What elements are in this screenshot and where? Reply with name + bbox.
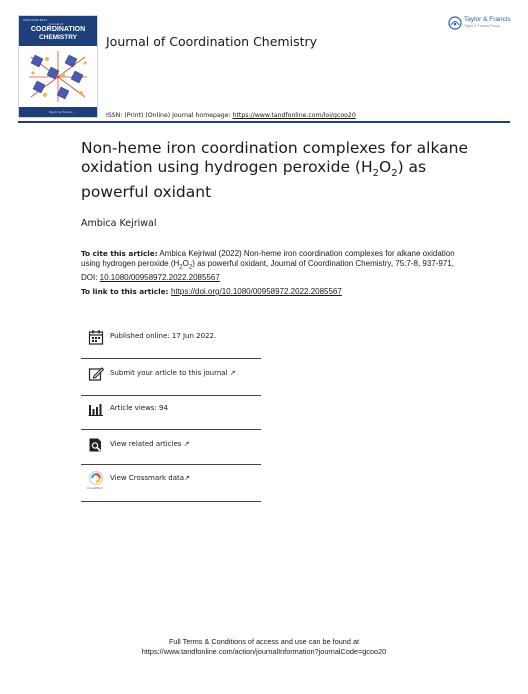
article-views-row [81, 401, 261, 421]
footer [0, 637, 528, 657]
cover-footer-band [19, 107, 97, 117]
submit-article-label: Submit your article to this journal ↗ [110, 369, 236, 377]
article-title [81, 139, 481, 202]
cover-title-line1: COORDINATION [30, 26, 86, 33]
title-part-3: ) as powerful oxidant [81, 158, 427, 202]
row-divider [81, 358, 261, 359]
citation-text-2: O [182, 259, 189, 269]
footer-terms-text: Full Terms & Conditions of access and use can be found at [168, 637, 360, 646]
journal-cover [18, 15, 98, 118]
cover-publisher-text: Taylor & Francis [49, 110, 73, 114]
citation-label: To cite this article: [81, 249, 158, 258]
citation-subscript-2: 2 [188, 264, 193, 271]
doi-link[interactable]: 10.1080/00958972.2022.2085567 [99, 273, 220, 283]
publisher-tagline: Taylor & Francis Group [464, 24, 500, 28]
article-views-label: Article views: 94 [110, 404, 168, 412]
journal-homepage-link[interactable]: https://www.tandfonline.com/loi/gcoo20 [232, 112, 356, 119]
submit-article-row[interactable] [81, 366, 261, 386]
edit-icon [88, 366, 104, 382]
article-doi-url[interactable]: https://doi.org/10.1080/00958972.2022.2085567 [171, 287, 342, 296]
issn-line [106, 112, 356, 119]
related-articles-row[interactable] [81, 437, 261, 457]
cover-molecule-artwork [25, 49, 91, 104]
citation-text-1: Ambica Kejriwal (2022) Non-heme iron coordination complexes for alkane oxidation using hydrogen peroxide (H [81, 249, 455, 269]
bar-chart-icon [88, 401, 104, 417]
crossmark-caption: CrossMark [87, 486, 103, 490]
header-divider [18, 121, 510, 123]
publisher-logo[interactable] [448, 15, 514, 33]
crossmark-row[interactable] [81, 471, 261, 495]
title-part-1: Non-heme iron coordination complexes for alkane oxidation using hydrogen peroxide (H [81, 139, 469, 176]
footer-terms-url[interactable]: https://www.tandfonline.com/action/journalInformation?journalCode=gcoo20 [141, 647, 387, 656]
row-divider [81, 501, 261, 502]
cover-title-line2: CHEMISTRY [38, 34, 78, 41]
citation-subscript-1: 2 [179, 264, 183, 271]
journal-title: Journal of Coordination Chemistry [106, 34, 318, 49]
cover-issn-text: ISSN 0095-8972 [23, 18, 48, 22]
citation-text-3: ) as powerful oxidant, Journal of Coordination Chemistry, 75:7-8, 937-971, DOI: [81, 259, 454, 283]
cover-journal-of: Journal of [49, 22, 64, 26]
published-online-row [81, 329, 261, 349]
title-subscript-1: 2 [372, 168, 379, 180]
published-online-label: Published online: 17 Jun 2022. [110, 332, 217, 340]
crossmark-icon [88, 471, 104, 487]
external-link-icon: ↗ [183, 440, 190, 448]
citation-block [81, 249, 471, 283]
article-link-line [81, 287, 342, 296]
row-divider [81, 395, 261, 396]
calendar-icon [88, 329, 104, 345]
title-part-2: O [378, 158, 392, 176]
crossmark-label: View Crossmark data↗ [110, 474, 190, 482]
title-subscript-2: 2 [391, 168, 398, 180]
author-name: Ambica Kejriwal [81, 218, 157, 229]
publisher-name: Taylor & Francis [464, 16, 511, 23]
row-divider [81, 429, 261, 430]
cover-header-band [19, 16, 97, 46]
link-label: To link to this article: [81, 287, 172, 296]
external-link-icon: ↗ [184, 474, 190, 482]
issn-prefix: ISSN: (Print) (Online) Journal homepage: [106, 112, 233, 119]
external-link-icon: ↗ [229, 369, 236, 377]
related-search-icon [88, 437, 104, 453]
publisher-logo-icon [448, 16, 462, 30]
related-articles-label: View related articles ↗ [110, 440, 190, 448]
row-divider [81, 464, 261, 465]
